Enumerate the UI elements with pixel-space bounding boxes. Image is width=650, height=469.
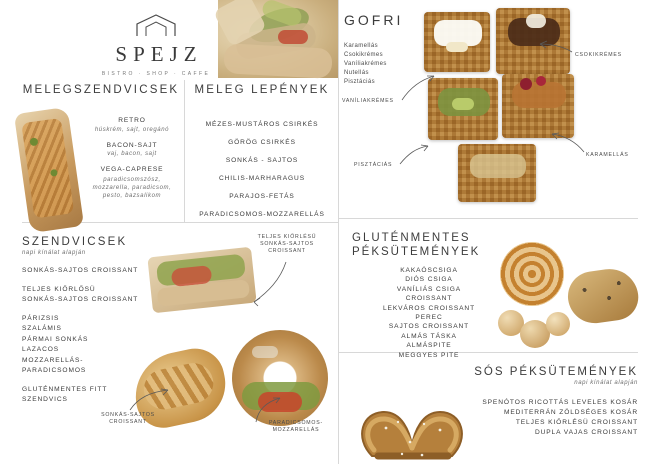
gofri-photo-grid: [424, 8, 644, 208]
bagel-sandwich-photo: [232, 330, 328, 426]
open-sandwich-photo: [147, 247, 256, 314]
callout-line: KARAMELLÁS: [586, 152, 629, 158]
sos-peksutemeny-item: MEDITERRÁN ZÖLDSÉGES KOSÁR: [503, 409, 638, 416]
section-title-glutenmentes-line2: PÉKSÜTEMÉNYEK: [352, 246, 481, 258]
glutenmentes-item: VANÍLIÁS CSIGA: [396, 285, 462, 293]
callout-vaniliakremes: [342, 98, 394, 105]
brand-tagline: BISTRO · SHOP · CAFFE: [101, 71, 211, 77]
callout-teljes-kiorlesu: [248, 234, 326, 255]
gofri-item: Karamellás: [344, 43, 379, 49]
callout-line: PARADICSOMOS-: [268, 420, 324, 426]
callout-line: VANÍLIAKRÉMES: [342, 98, 394, 104]
callout-line: SONKÁS-SAJTOS: [101, 412, 155, 418]
callout-line: CSOKIKRÉMES: [575, 52, 622, 58]
callout-line: TELJES KIŐRLÉSÜ: [257, 234, 317, 240]
meleg-lepeny-item: PARAJOS-FETÁS: [229, 193, 295, 200]
wrap-sandwich-photo: [218, 0, 338, 78]
divider-vertical-center: [338, 0, 339, 464]
szendvics-item: SZENDVICS: [22, 396, 68, 403]
meleg-lepeny-item: SONKÁS - SAJTOS: [225, 157, 299, 164]
sos-peksutemenyek-subtitle: napi kínálat alapján: [574, 380, 638, 386]
szendvics-item: GLUTÉNMENTES FITT: [22, 385, 108, 393]
melegszendvicsek-item: [84, 116, 180, 133]
item-desc: húskrém, sajt, oregánó: [94, 126, 170, 133]
item-desc: paradicsomszósz, mozzarella, paradicsom, pesto, bazsalikom: [92, 176, 172, 199]
szendvics-item: PÁRIZSIS: [22, 314, 60, 322]
callout-paradicsomos: [258, 420, 334, 434]
meleg-lepeny-item: GÖRÖG CSIRKÉS: [228, 139, 296, 146]
glutenmentes-item: MEGGYES PITE: [398, 351, 460, 359]
szendvics-item: TELJES KIŐRLŐSÜ: [22, 285, 96, 293]
section-title-gofri: GOFRI: [344, 12, 404, 28]
item-name: RETRO: [118, 117, 146, 124]
szendvics-item: SONKÁS-SAJTOS CROISSANT: [22, 267, 139, 274]
melegszendvicsek-item: [84, 165, 180, 200]
waffle-vaniliakremes-photo: [424, 12, 490, 72]
item-name: BACON-SAJT: [106, 141, 158, 149]
gofri-item: Nutellás: [344, 70, 369, 76]
szendvics-item: SZALÁMIS: [22, 325, 62, 332]
glutenmentes-item: DIÓS CSIGA: [405, 276, 453, 284]
item-name: VEGA-CAPRESE: [100, 166, 164, 173]
callout-line: SONKÁS-SAJTOS: [260, 241, 314, 247]
glutenmentes-item: SAJTOS CROISSANT: [388, 323, 470, 331]
szendvics-item: SONKÁS-SAJTOS CROISSANT: [22, 296, 139, 303]
glutenmentes-item: PEREC: [415, 314, 443, 322]
waffle-karamellas-photo: [502, 74, 574, 138]
glutenmentes-item: ALMÁS TÁSKA: [401, 332, 457, 340]
glutenmentes-item: CROISSANT: [405, 295, 453, 303]
gofri-item: Vaníliakrémes: [344, 61, 387, 67]
section-title-melegszendvicsek: MELEGSZENDVICSEK: [22, 84, 180, 96]
baguette-photo: [14, 107, 84, 233]
house-roof-icon: [133, 12, 179, 38]
szendvics-item: LAZACOS: [22, 346, 60, 353]
section-title-glutenmentes-line1: GLUTÉNMENTES: [352, 232, 471, 244]
divider-horizontal-gofri: [338, 218, 638, 219]
waffle-csokikremes-photo: [496, 8, 570, 74]
section-title-szendvicsek: SZENDVICSEK: [22, 236, 128, 248]
meleg-lepeny-item: MÉZES-MUSTÁROS CSIRKÉS: [205, 121, 319, 128]
divider-vertical-left-col: [184, 80, 185, 222]
callout-sonkas-sajtos: [92, 412, 164, 426]
callout-karamellas: [586, 152, 629, 159]
gofri-item: Pisztáciás: [344, 79, 376, 85]
section-title-meleg-lepenyek: MELEG LEPÉNYEK: [194, 84, 330, 96]
glutenmentes-item: ALMÁSPITE: [406, 342, 452, 350]
cinnamon-roll-photo: [500, 242, 564, 306]
melegszendvicsek-item: [84, 141, 180, 158]
sos-peksutemeny-item: DUPLA VAJAS CROISSANT: [534, 429, 638, 436]
brand-logo: [96, 12, 216, 77]
sos-peksutemeny-item: TELJES KIŐRLÉSÜ CROISSANT: [515, 419, 638, 426]
dough-ball-photo: [546, 312, 570, 336]
waffle-extra-photo: [458, 144, 536, 202]
meleg-lepeny-item: CHILIS-MARHARAGUS: [218, 175, 305, 182]
callout-line: CROISSANT: [109, 419, 147, 425]
sos-peksutemeny-item: SPENÓTOS RICOTTÁS LEVELES KOSÁR: [482, 399, 638, 406]
callout-csokikremes: [575, 52, 622, 59]
pretzel-photo: [352, 398, 472, 464]
callout-line: MOZZARELLÁS: [272, 427, 320, 433]
callout-pisztacias: [354, 162, 392, 169]
callout-line: CROISSANT: [268, 248, 306, 254]
meleg-lepeny-item: PARADICSOMOS-MOZZARELLÁS: [199, 211, 325, 218]
szendvics-item: MOZZARELLÁS-PARADICSOMOS: [22, 356, 87, 374]
section-title-sos-peksutemenyek: SÓS PÉKSÜTEMÉNYEK: [474, 366, 638, 378]
gofri-item: Csokikrémes: [344, 52, 384, 58]
callout-line: PISZTÁCIÁS: [354, 162, 393, 168]
waffle-pisztacias-photo: [428, 78, 498, 140]
glutenmentes-item: LEKVÁROS CROISSANT: [382, 304, 476, 312]
seeded-bread-photo: [565, 265, 642, 326]
szendvics-item: PÁRMAI SONKÁS: [22, 335, 89, 343]
szendvicsek-subtitle: napi kínálat alapján: [22, 250, 86, 256]
glutenmentes-item: KAKAÓSCSIGA: [400, 267, 458, 274]
brand-name: SPEJZ: [115, 42, 203, 66]
item-desc: vaj, bacon, sajt: [107, 151, 157, 157]
